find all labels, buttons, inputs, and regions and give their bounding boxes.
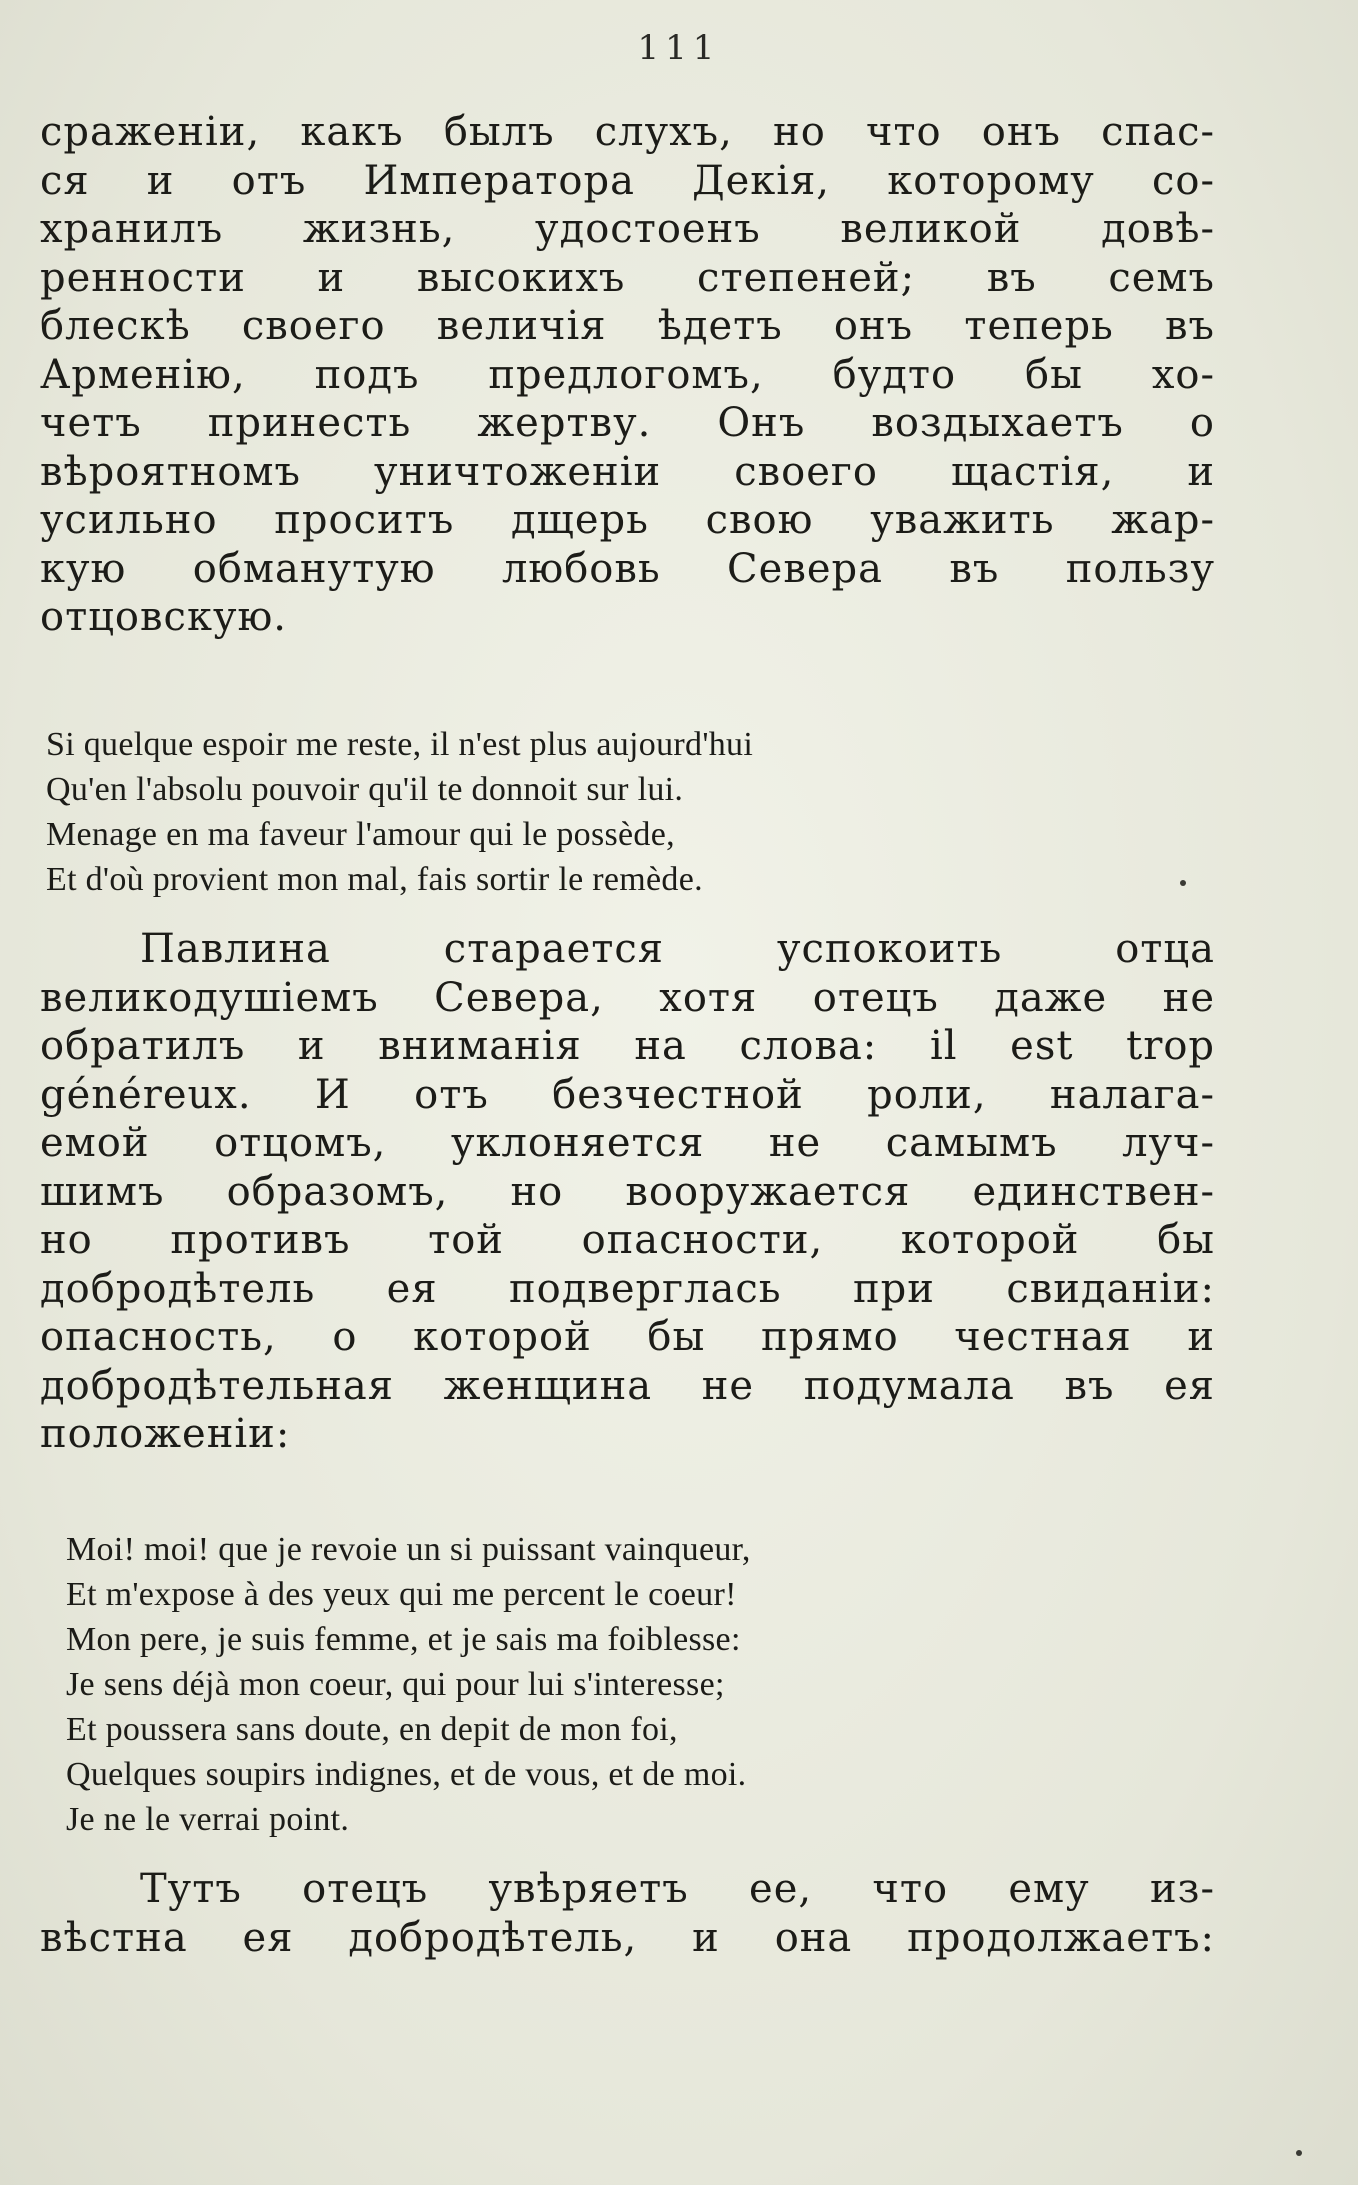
text-line: вѣстна ея добродѣтель, и она продолжаетъ: xyxy=(40,1914,1215,1961)
text-line: обратилъ и вниманія на слова: il est trop xyxy=(40,1023,1215,1069)
text-line: блескѣ своего величія ѣдетъ онъ теперь въ xyxy=(40,303,1215,349)
paragraph-3 xyxy=(40,1865,1215,1962)
text-line: Тутъ отецъ увѣряетъ ее, что ему из- xyxy=(140,1866,1215,1912)
paragraph-2 xyxy=(40,925,1215,1459)
verse-line: Et m'expose à des yeux qui me percent le coeur! xyxy=(66,1576,737,1613)
text-line: Павлина старается успокоить отца xyxy=(140,926,1215,972)
verse-line: Mon pere, je suis femme, et je sais ma foiblesse: xyxy=(66,1621,741,1658)
text-line: шимъ образомъ, но вооружается единствен- xyxy=(40,1168,1215,1215)
text-line: хранилъ жизнь, удостоенъ великой довѣ- xyxy=(40,206,1215,252)
text-line: великодушіемъ Севера, хотя отецъ даже не xyxy=(40,974,1215,1021)
text-line: усильно проситъ дщерь свою уважить жар- xyxy=(40,497,1215,543)
text-line: добродѣтельная женщина не подумала въ ея xyxy=(40,1362,1215,1409)
text-line: отцовскую. xyxy=(40,594,288,640)
verse-line: Menage en ma faveur l'amour qui le possède, xyxy=(46,816,675,853)
verse-line: Je sens déjà mon coeur, qui pour lui s'interesse; xyxy=(66,1666,725,1703)
verse-line: Qu'en l'absolu pouvoir qu'il te donnoit sur lui. xyxy=(46,771,684,808)
text-line: но противъ той опасности, которой бы xyxy=(40,1217,1215,1263)
text-line: Арменію, подъ предлогомъ, будто бы хо- xyxy=(40,351,1215,398)
print-speck xyxy=(1296,2150,1302,2156)
verse-line: Si quelque espoir me reste, il n'est plus aujourd'hui xyxy=(46,726,754,763)
verse-quote-2 xyxy=(66,1527,1241,1842)
text-line: добродѣтель ея подверглась при свиданіи: xyxy=(40,1265,1215,1312)
text-line: положеніи: xyxy=(40,1411,291,1457)
text-line: емой отцомъ, уклоняется не самымъ луч- xyxy=(40,1120,1215,1166)
paragraph-1 xyxy=(40,108,1215,642)
page-number: 111 xyxy=(637,28,721,68)
text-line: четъ принесть жертву. Онъ воздыхаетъ о xyxy=(40,400,1215,446)
print-speck xyxy=(1180,880,1186,886)
text-line: сраженіи, какъ былъ слухъ, но что онъ спас- xyxy=(40,109,1215,155)
verse-line: Moi! moi! que je revoie un si puissant vainqueur, xyxy=(66,1531,751,1568)
text-line: ренности и высокихъ степеней; въ семъ xyxy=(40,254,1215,301)
verse-quote-1 xyxy=(46,722,1221,902)
text-line: ся и отъ Императора Декія, которому со- xyxy=(40,157,1215,204)
verse-line: Et d'où provient mon mal, fais sortir le remède. xyxy=(46,861,703,898)
text-line: вѣроятномъ уничтоженіи своего щастія, и xyxy=(40,448,1215,495)
verse-line: Je ne le verrai point. xyxy=(66,1801,350,1838)
text-line: кую обманутую любовь Севера въ пользу xyxy=(40,545,1215,592)
verse-line: Et poussera sans doute, en depit de mon foi, xyxy=(66,1711,678,1748)
verse-line: Quelques soupirs indignes, et de vous, et de moi. xyxy=(66,1756,747,1793)
text-line: опасность, о которой бы прямо честная и xyxy=(40,1314,1215,1360)
text-line: généreux. И отъ безчестной роли, налага- xyxy=(40,1071,1215,1118)
